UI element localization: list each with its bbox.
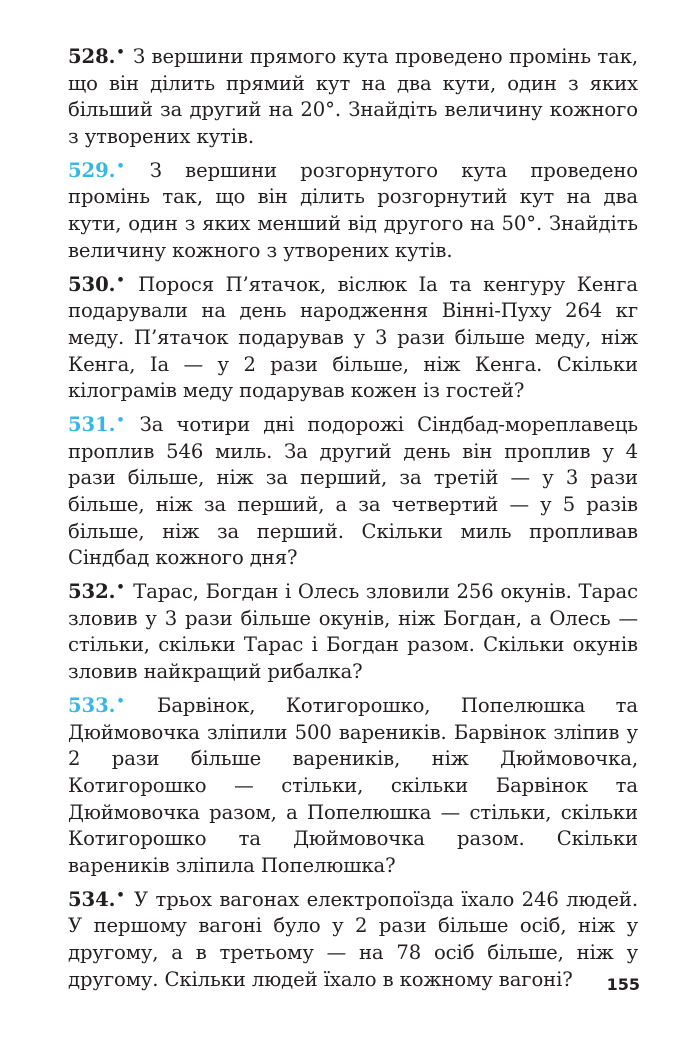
problem-number: 533.• xyxy=(68,694,125,718)
problem-number: 531.• xyxy=(68,413,125,437)
difficulty-dot-icon: • xyxy=(116,580,125,596)
difficulty-dot-icon: • xyxy=(116,413,125,429)
problem-text: Тарас, Богдан і Олесь зловили 256 окунів. Тарас зловив у 3 рази більше окунів, ніж Богдан, а Олесь — стільки, скільки Тарас і Богдан разом. Скільки окунів зловив найкращий рибалка? xyxy=(68,580,638,684)
problem-532 xyxy=(68,575,638,685)
problem-number: 529.• xyxy=(68,158,125,182)
problem-number: 530.• xyxy=(68,272,125,296)
problem-text: З вершини розгорнутого кута проведено промінь так, що він ділить розгорнутий кут на два кути, один з яких менший від другого на 50°. Знайдіть величину кожного з утворених кутів. xyxy=(68,158,638,262)
problem-number: 534.• xyxy=(68,887,125,911)
problem-533 xyxy=(68,689,638,879)
problem-531 xyxy=(68,408,638,572)
problem-text: Барвінок, Котигорошко, Попелюшка та Дюймовочка зліпили 500 вареників. Барвінок зліпив у 2 рази більше вареників, ніж Дюймовочка, Котигорошко — стільки, скільки Барвінок та Дюймовочка разом, а Попелюшка — стільки, скільки Котигорошко та Дюймовочка разом. Скільки вареників зліпила Попелюшка? xyxy=(68,694,638,877)
problem-text: З вершини прямого кута проведено промінь так, що він ділить прямий кут на два кути, один з яких більший за другий на 20°. Знайдіть величину кожного з утворених кутів. xyxy=(68,45,638,148)
problem-number: 528.• xyxy=(68,45,125,68)
difficulty-dot-icon: • xyxy=(116,887,125,903)
problem-list xyxy=(68,40,638,997)
difficulty-dot-icon: • xyxy=(116,272,125,288)
problem-text: За чотири дні подорожі Сіндбад-мореплавець проплив 546 миль. За другий день він проплив у 4 рази більше, ніж за перший, за третій — у 3 рази більше, ніж за перший, а за четвертий — у 5 разів більше, ніж за перший. Скільки миль пропливав Сіндбад кожного дня? xyxy=(68,413,638,570)
problem-534 xyxy=(68,883,638,993)
problem-text: Порося П’ятачок, віслюк Іа та кенгуру Кенга подарували на день народження Вінні-Пуху 264 кг меду. П’ятачок подарував у 3 рази більше меду, ніж Кенга, Іа — у 2 рази більше, ніж Кенга. Скільки кілограмів меду подарував кожен із гостей? xyxy=(68,272,638,403)
difficulty-dot-icon: • xyxy=(116,45,125,60)
problem-text: У трьох вагонах електропоїзда їхало 246 людей. У першому вагоні було у 2 рази більше осіб, ніж у другому, а в третьому — на 78 осіб більше, ніж у другому. Скільки людей їхало в кожному вагоні? xyxy=(68,887,638,991)
problem-529 xyxy=(68,154,638,264)
problem-528 xyxy=(68,40,638,150)
problem-number: 532.• xyxy=(68,580,125,604)
problem-530 xyxy=(68,268,638,405)
difficulty-dot-icon: • xyxy=(116,694,125,710)
difficulty-dot-icon: • xyxy=(116,158,125,174)
page-number: 155 xyxy=(606,975,640,994)
